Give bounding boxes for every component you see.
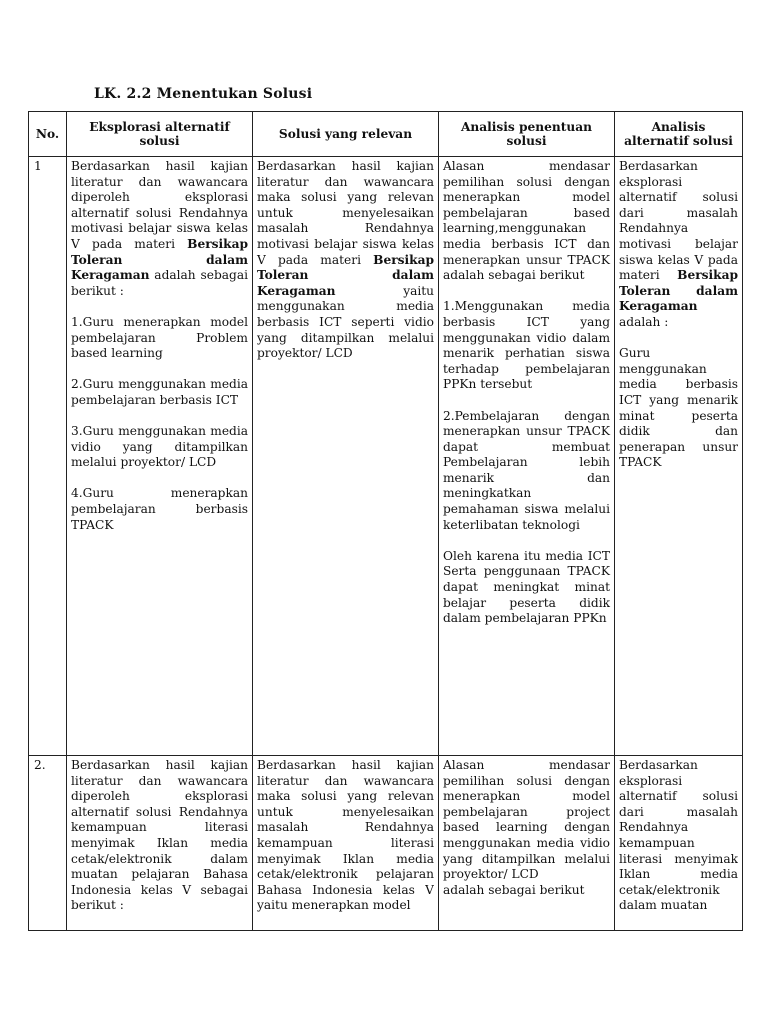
text: adalah :	[619, 314, 669, 329]
paragraph: Guru menggunakan media berbasis ICT yang menarik minat peserta didik dan penerapan unsur TPACK	[619, 346, 738, 470]
text: Berdasarkan eksplorasi alternatif solusi dari masalah Rendahnya motivasi belajar siswa kelas V pada materi	[619, 159, 738, 283]
document-title: LK. 2.2 Menentukan Solusi	[94, 86, 313, 102]
row-number: 1	[29, 157, 67, 756]
paragraph	[257, 159, 434, 362]
cell-analisis-alternatif	[615, 756, 743, 931]
bold-text: Bersikap Toleran dalam Keragaman	[257, 252, 434, 298]
paragraph	[619, 159, 738, 331]
cell-eksplorasi	[67, 756, 253, 931]
paragraph: Oleh karena itu media ICT Serta penggunaan TPACK dapat meningkat minat belajar peserta didik dalam pembelajaran PPKn	[443, 548, 610, 626]
text: yaitu menggunakan media berbasis ICT seperti vidio yang ditampilkan melalui proyektor/ LCD	[257, 283, 434, 361]
paragraph: 3.Guru menggunakan media vidio yang ditampilkan melalui proyektor/ LCD	[71, 424, 248, 470]
row-number: 2.	[29, 756, 67, 931]
header-no: No.	[29, 112, 67, 157]
paragraph: Alasan mendasar pemilihan solusi dengan menerapkan model pembelajaran based learning,menggunakan media berbasis ICT dan menerapkan unsur TPACK adalah sebagai berikut	[443, 159, 610, 283]
solution-table	[28, 111, 743, 931]
table-row	[29, 157, 743, 756]
header-analisis-penentuan: Analisis penentuan solusi	[439, 112, 615, 157]
paragraph: 2.Pembelajaran dengan menerapkan unsur TPACK dapat membuat Pembelajaran lebih menarik dan meningkatkan pemahaman siswa melalui keterlibatan teknologi	[443, 408, 610, 532]
paragraph	[71, 159, 248, 299]
paragraph: 1.Menggunakan media berbasis ICT yang menggunakan vidio dalam menarik perhatian siswa terhadap pembelajaran PPKn tersebut	[443, 299, 610, 392]
table-row	[29, 756, 743, 931]
text: Berdasarkan hasil kajian literatur dan wawancara maka solusi yang relevan untuk menyelesaikan masalah Rendahnya motivasi belajar siswa kelas V pada materi	[257, 159, 434, 267]
cell-analisis-penentuan	[439, 157, 615, 756]
bold-text: Bersikap Toleran dalam Keragaman	[71, 236, 248, 283]
cell-eksplorasi	[67, 157, 253, 756]
cell-solusi	[253, 157, 439, 756]
paragraph: 2.Guru menggunakan media pembelajaran berbasis ICT	[71, 377, 248, 407]
header-solusi: Solusi yang relevan	[253, 112, 439, 157]
paragraph: Berdasarkan eksplorasi alternatif solusi dari masalah Rendahnya kemampuan literasi menyimak Iklan media cetak/elektronik dalam muatan	[619, 758, 738, 913]
text: adalah sebagai berikut :	[71, 268, 248, 298]
text: Berdasarkan hasil kajian literatur dan wawancara diperoleh eksplorasi alternatif solusi Rendahnya motivasi belajar siswa kelas V pada materi	[71, 159, 248, 251]
paragraph: Alasan mendasar pemilihan solusi dengan menerapkan model pembelajaran project based learning dengan menggunakan media vidio yang ditampilkan melalui proyektor/ LCD adalah sebagai berikut	[443, 758, 610, 897]
header-analisis-alternatif: Analisis alternatif solusi	[615, 112, 743, 157]
header-eksplorasi: Eksplorasi alternatif solusi	[67, 112, 253, 157]
paragraph: Berdasarkan hasil kajian literatur dan wawancara maka solusi yang relevan untuk menyelesaikan masalah Rendahnya kemampuan literasi menyimak Iklan media cetak/elektronik pelajaran Bahasa Indonesia kelas V yaitu menerapkan model	[257, 758, 434, 913]
bold-text: Bersikap Toleran dalam Keragaman	[619, 268, 738, 314]
table-header-row	[29, 112, 743, 157]
paragraph: 1.Guru menerapkan model pembelajaran Problem based learning	[71, 314, 248, 361]
cell-solusi	[253, 756, 439, 931]
cell-analisis-penentuan	[439, 756, 615, 931]
cell-analisis-alternatif	[615, 157, 743, 756]
paragraph: 4.Guru menerapkan pembelajaran berbasis TPACK	[71, 486, 248, 532]
paragraph: Berdasarkan hasil kajian literatur dan wawancara diperoleh eksplorasi alternatif solusi Rendahnya kemampuan literasi menyimak Iklan media cetak/elektronik dalam muatan pelajaran Bahasa Indonesia kelas V sebagai berikut :	[71, 758, 248, 913]
